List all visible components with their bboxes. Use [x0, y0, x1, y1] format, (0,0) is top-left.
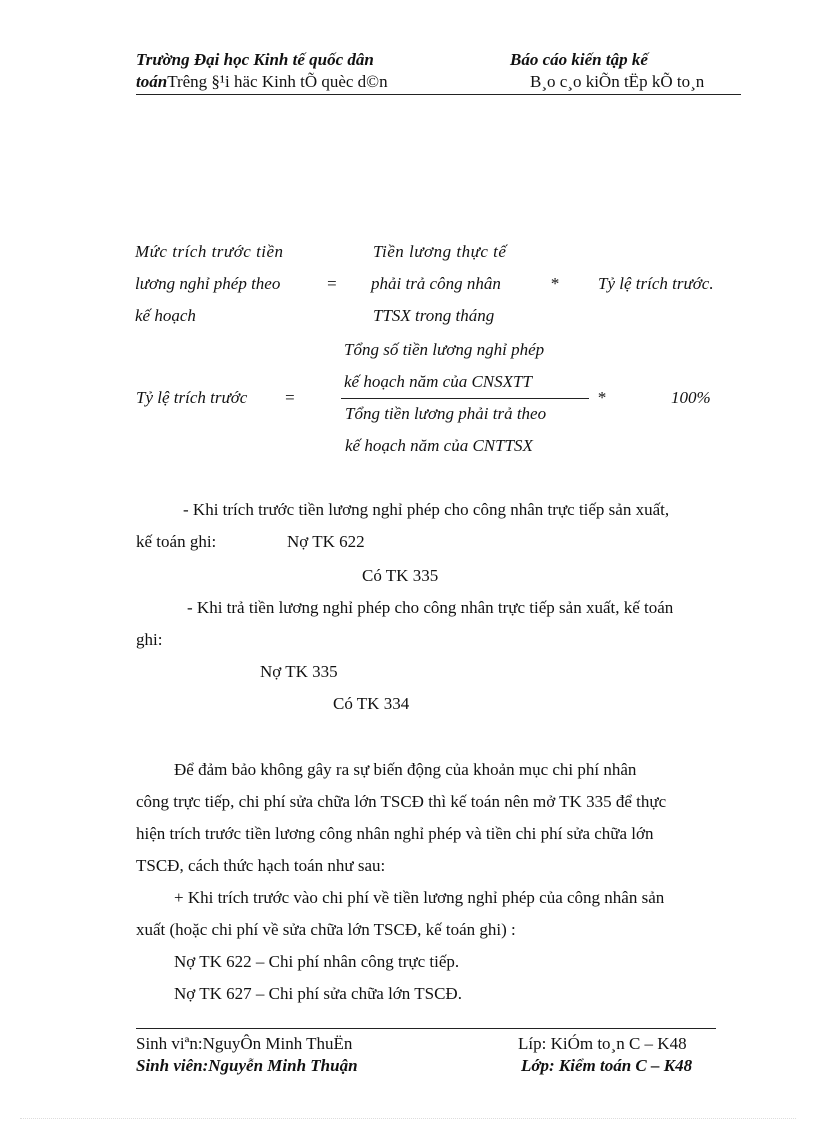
formula2-equals: = [284, 388, 296, 407]
para3-line1: Để đảm bảo không gây ra sự biến động của khoản mục chi phí nhân [174, 760, 637, 779]
header-school-legacy: Trêng §¹i häc Kinh tÕ quèc d©n [167, 72, 388, 91]
footer-student-name: Sinh viên:Nguyễn Minh Thuận [136, 1056, 358, 1075]
formula2-denominator-line2: kế hoạch năm của CNTTSX [345, 436, 533, 455]
formula2-fraction-bar [341, 398, 589, 399]
header-rule [136, 94, 741, 95]
footer-student-legacy: Sinh viªn:NguyÔn Minh ThuËn [136, 1034, 353, 1053]
header-line2-bold: toán [136, 72, 168, 91]
header-school-title: Trường Đại học Kinh tế quốc dân [136, 50, 374, 69]
entry-line2: Nợ TK 627 – Chi phí sửa chữa lớn TSCĐ. [174, 984, 462, 1003]
header-report-legacy: B¸o c¸o kiÕn tËp kÕ to¸n [530, 72, 705, 91]
para1-credit-entry: Có TK 335 [362, 566, 439, 585]
formula2-multiply: * [597, 388, 606, 407]
formula2-percent: 100% [671, 388, 711, 407]
entry-line1: Nợ TK 622 – Chi phí nhân công trực tiếp. [174, 952, 460, 971]
formula1-mid-line3: TTSX trong tháng [373, 306, 495, 325]
para2-debit-entry: Nợ TK 335 [260, 662, 338, 681]
formula1-mid-line2: phải trả công nhân [371, 274, 501, 293]
para4-line1: + Khi trích trước vào chi phí về tiền lương nghỉ phép của công nhân sản [174, 888, 665, 907]
formula2-lhs: Tỷ lệ trích trước [136, 388, 248, 407]
formula1-equals: = [326, 274, 338, 293]
formula1-multiply: * [550, 274, 559, 293]
formula1-rhs: Tỷ lệ trích trước. [598, 274, 714, 293]
para3-line4: TSCĐ, cách thức hạch toán như sau: [136, 856, 386, 875]
page-bottom-edge [20, 1118, 796, 1119]
formula1-lhs-line3: kế hoạch [135, 306, 196, 325]
footer-class-name: Lớp: Kiểm toán C – K48 [521, 1056, 693, 1075]
formula1-lhs-line1: Mức trích trước tiền [135, 242, 284, 261]
para3-line3: hiện trích trước tiền lương công nhân nghỉ phép và tiền chi phí sửa chữa lớn [136, 824, 654, 843]
para1-line2: kế toán ghi: [136, 532, 217, 551]
para1-debit-entry: Nợ TK 622 [287, 532, 365, 551]
header-report-title: Báo cáo kiến tập kế [510, 50, 648, 69]
para1-line1: - Khi trích trước tiền lương nghỉ phép cho công nhân trực tiếp sản xuất, [183, 500, 670, 519]
para2-line1: - Khi trả tiền lương nghỉ phép cho công nhân trực tiếp sản xuất, kế toán [187, 598, 674, 617]
para2-credit-entry: Có TK 334 [333, 694, 410, 713]
formula1-mid-line1: Tiền lương thực tế [373, 242, 507, 261]
footer-rule [136, 1028, 716, 1029]
para4-line2: xuất (hoặc chi phí về sửa chữa lớn TSCĐ, kế toán ghi) : [136, 920, 516, 939]
footer-class-legacy: Líp: KiÓm to¸n C – K48 [518, 1034, 687, 1053]
formula1-lhs-line2: lương nghỉ phép theo [135, 274, 281, 293]
formula2-numerator-line1: Tổng số tiền lương nghỉ phép [344, 340, 545, 359]
header-line2 [136, 72, 388, 92]
formula2-numerator-line2: kế hoạch năm của CNSXTT [344, 372, 532, 391]
para3-line2: công trực tiếp, chi phí sửa chữa lớn TSCĐ thì kế toán nên mở TK 335 để thực [136, 792, 667, 811]
para2-line2: ghi: [136, 630, 163, 649]
formula2-denominator-line1: Tổng tiền lương phải trả theo [345, 404, 547, 423]
